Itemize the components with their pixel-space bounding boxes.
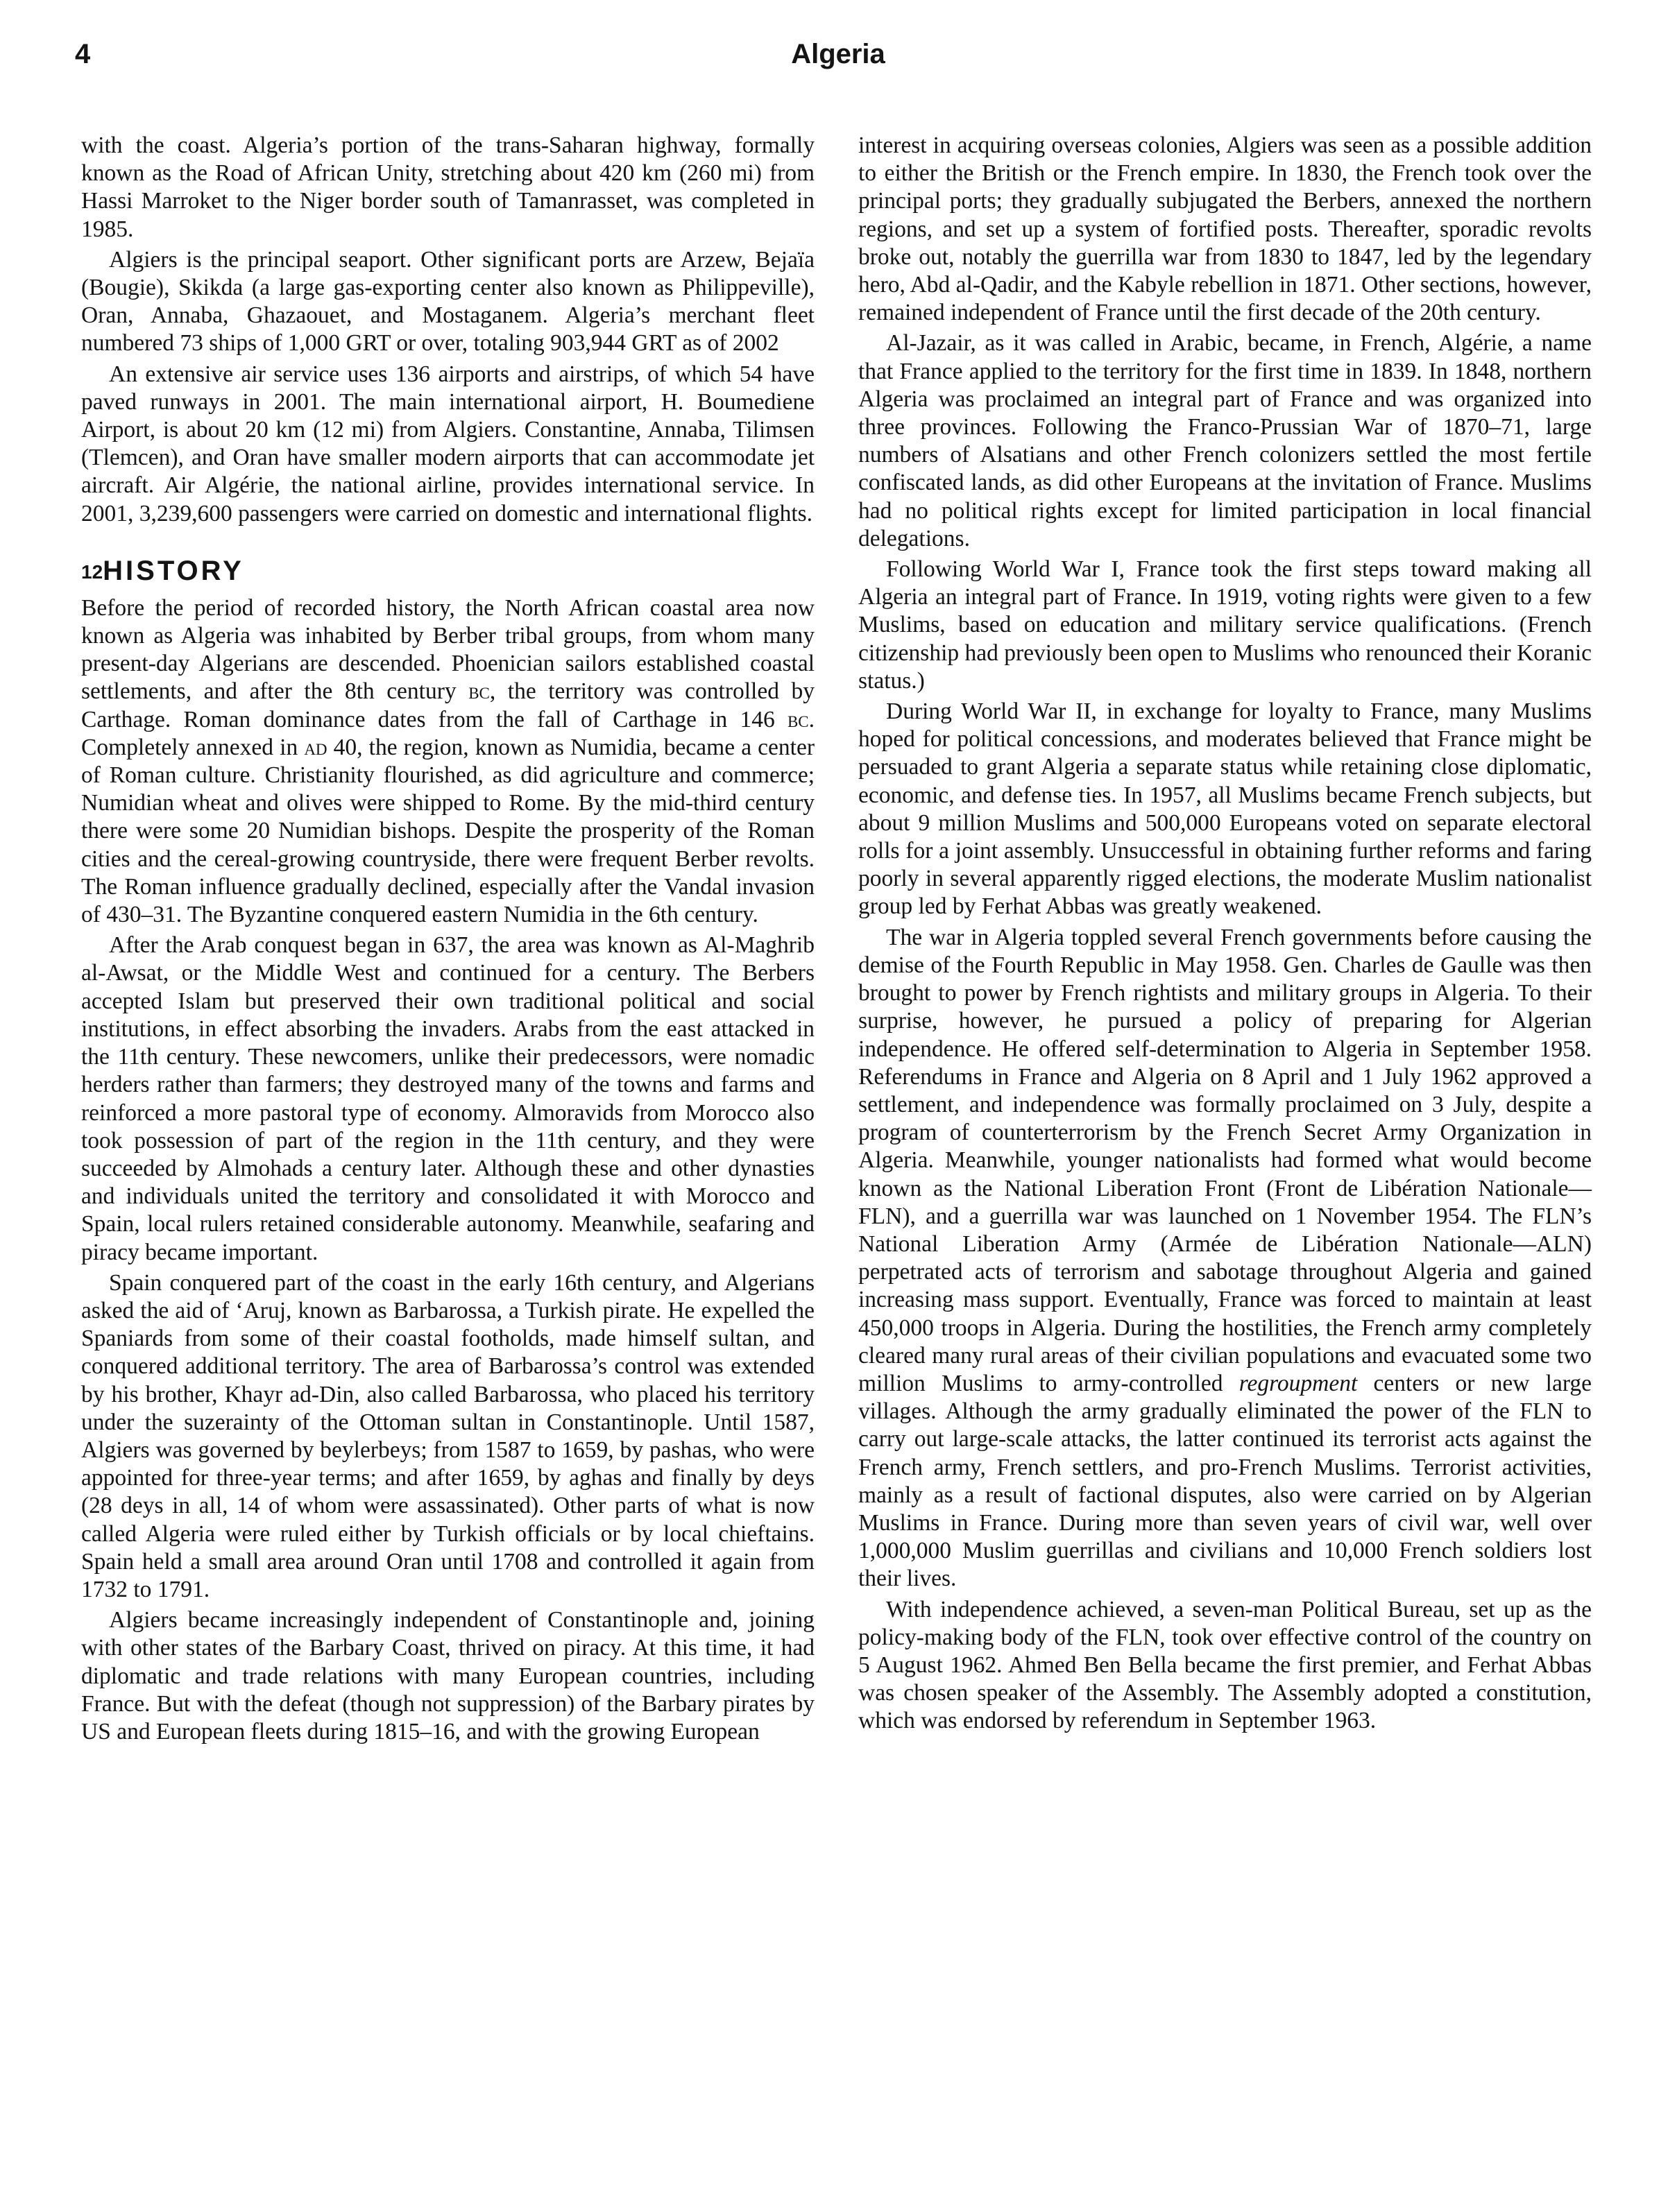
section-number: 12 [81, 560, 103, 583]
era-abbreviation: ad [304, 734, 327, 760]
paragraph: Before the period of recorded history, the North African coastal area now known as Algeria was inhabited by Berber tribal groups, from whom many present-day Algerians are descended. Phoenician sailors established coastal settlements, and after the 8th century bc, the territory was controlled by Carthage. Roman dominance dates from the fall of Carthage in 146 bc. Completely annexed in ad 40, the region, known as Numidia, became a center of Roman culture. Christianity flourished, as did agriculture and commerce; Numidian wheat and olives were shipped to Rome. By the mid-third century there were some 20 Numidian bishops. Despite the prosperity of the Roman cities and the cereal-growing countryside, there were frequent Berber revolts. The Roman influence gradually declined, especially after the Vandal invasion of 430–31. The Byzantine conquered eastern Numidia in the 6th century. [81, 594, 815, 928]
paragraph: Algiers became increasingly independent of Constantinople and, joining with other states of the Barbary Coast, thrived on piracy. At this time, it had diplomatic and trade relations with many European countries, including France. But with the defeat (though not suppression) of the Barbary pirates by US and European fleets during 1815–16, and with the growing European [81, 1607, 815, 1744]
paragraph: After the Arab conquest began in 637, the area was known as Al-Maghrib al-Awsat, or the Middle West and continued for a century. The Berbers accepted Islam but preserved their own traditional political and social institutions, in effect absorbing the invaders. Arabs from the east attacked in the 11th century. These newcomers, unlike their predecessors, were nomadic herders rather than farmers; they destroyed many of the towns and farms and reinforced a more pastoral type of economy. Almoravids from Morocco also took possession of part of the region in the 11th century, and they were succeeded by Almohads a century later. Although these and other dynasties and individuals united the territory and consolidated it with Morocco and Spain, local rulers retained considerable autonomy. Meanwhile, seafaring and piracy became important. [81, 932, 815, 1265]
section-heading [81, 553, 815, 592]
paragraph: interest in acquiring overseas colonies, Algiers was seen as a possible addition to either the British or the French empire. In 1830, the French took over the principal ports; they gradually subjugated the Berbers, annexed the northern regions, and set up a system of fortified posts. Thereafter, sporadic revolts broke out, notably the guerrilla war from 1830 to 1847, led by the legendary hero, Abd al-Qadir, and the Kabyle rebellion in 1871. Other sections, however, remained independent of France until the first decade of the 20th century. [858, 132, 1592, 326]
page-header [75, 39, 1601, 80]
page-number: 4 [75, 39, 91, 69]
era-abbreviation: bc [468, 678, 490, 705]
paragraph: An extensive air service uses 136 airports and airstrips, of which 54 have paved runways in 2001. The main international airport, H. Boumediene Airport, is about 20 km (12 mi) from Algiers. Constantine, Annaba, Tilimsen (Tlemcen), and Oran have smaller modern airports that can accommodate jet aircraft. Air Algérie, the national airline, provides international service. In 2001, 3,239,600 passengers were carried on domestic and international flights. [81, 361, 815, 526]
paragraph: With independence achieved, a seven-man Political Bureau, set up as the policy-making body of the FLN, took over effective control of the country on 5 August 1962. Ahmed Ben Bella became the first premier, and Ferhat Abbas was chosen speaker of the Assembly. The Assembly adopted a constitution, which was endorsed by referendum in September 1963. [858, 1596, 1592, 1734]
paragraph: Following World War I, France took the first steps toward making all Algeria an integral part of France. In 1919, voting rights were given to a few Muslims, based on education and military service qualifications. (French citizenship had previously been open to Muslims who renounced their Koranic status.) [858, 556, 1592, 694]
era-abbreviation: bc [787, 706, 809, 732]
right-column [858, 132, 1592, 1735]
section-title: HISTORY [103, 555, 244, 586]
running-head: Algeria [791, 39, 885, 69]
paragraph: The war in Algeria toppled several French governments before causing the demise of the Fourth Republic in May 1958. Gen. Charles de Gaulle was then brought to power by French rightists and military groups in Algeria. To their surprise, however, he pursued a policy of preparing for Algerian independence. He offered self-determination to Algeria in September 1958. Referendums in France and Algeria on 8 April and 1 July 1962 approved a settlement, and independence was formally proclaimed on 3 July, despite a program of counterterrorism by the French Secret Army Organization in Algeria. Meanwhile, younger nationalists had formed what would become known as the National Liberation Front (Front de Libération Nationale—FLN), and a guerrilla war was launched on 1 November 1954. The FLN’s National Liberation Army (Armée de Libération Nationale—ALN) perpetrated acts of terrorism and sabotage throughout Algeria and gained increasing mass support. Eventually, France was forced to maintain at least 450,000 troops in Algeria. During the hostilities, the French army completely cleared many rural areas of their civilian populations and evacuated some two million Muslims to army-controlled regroupment centers or new large villages. Although the army gradually eliminated the power of the FLN to carry out large-scale attacks, the latter continued its terrorist acts against the French army, French settlers, and pro-French Muslims. Terrorist activities, mainly as a result of factional disputes, also were carried on by Algerian Muslims in France. During more than seven years of civil war, well over 1,000,000 Muslim guerrillas and civilians and 10,000 French soldiers lost their lives. [858, 924, 1592, 1592]
paragraph: During World War II, in exchange for loyalty to France, many Muslims hoped for political concessions, and moderates believed that France might be persuaded to grant Algeria a separate status while retaining close diplomatic, economic, and defense ties. In 1957, all Muslims became French subjects, but about 9 million Muslims and 500,000 Europeans voted on separate electoral rolls for a joint assembly. Unsuccessful in obtaining further reforms and faring poorly in several apparently rigged elections, the moderate Muslim nationalist group led by Ferhat Abbas was greatly weakened. [858, 698, 1592, 920]
paragraph: Algiers is the principal seaport. Other significant ports are Arzew, Bejaïa (Bougie), Skikda (a large gas-exporting center also known as Philippeville), Oran, Annaba, Ghazaouet, and Mostaganem. Algeria’s merchant fleet numbered 73 ships of 1,000 GRT or over, totaling 903,944 GRT as of 2002 [81, 246, 815, 357]
paragraph: Spain conquered part of the coast in the early 16th century, and Algerians asked the aid of ‘Aruj, known as Barbarossa, a Turkish pirate. He expelled the Spaniards from some of their coastal footholds, made himself sultan, and conquered additional territory. The area of Barbarossa’s control was extended by his brother, Khayr ad-Din, also called Barbarossa, who placed his territory under the suzerainty of the Ottoman sultan in Constantinople. Until 1587, Algiers was governed by beylerbeys; from 1587 to 1659, by pashas, who were appointed for three-year terms; and after 1659, by aghas and finally by deys (28 deys in all, 14 of whom were assassinated). Other parts of what is now called Algeria were ruled either by Turkish officials or by local chieftains. Spain held a small area around Oran until 1708 and controlled it again from 1732 to 1791. [81, 1269, 815, 1602]
paragraph: Al-Jazair, as it was called in Arabic, became, in French, Algérie, a name that France applied to the territory for the first time in 1839. In 1848, northern Algeria was proclaimed an integral part of France and was organized into three provinces. Following the Franco-Prussian War of 1870–71, large numbers of Alsatians and other French colonizers settled the most fertile confiscated lands, as did other Europeans at the invitation of France. Muslims had no political rights except for limited participation in local financial delegations. [858, 330, 1592, 551]
left-column [81, 132, 815, 1746]
italic-term: regroupment [1238, 1370, 1358, 1396]
paragraph: with the coast. Algeria’s portion of the trans-Saharan highway, formally known as the Road of African Unity, stretching about 420 km (260 mi) from Hassi Marroket to the Niger border south of Tamanrasset, was completed in 1985. [81, 132, 815, 242]
